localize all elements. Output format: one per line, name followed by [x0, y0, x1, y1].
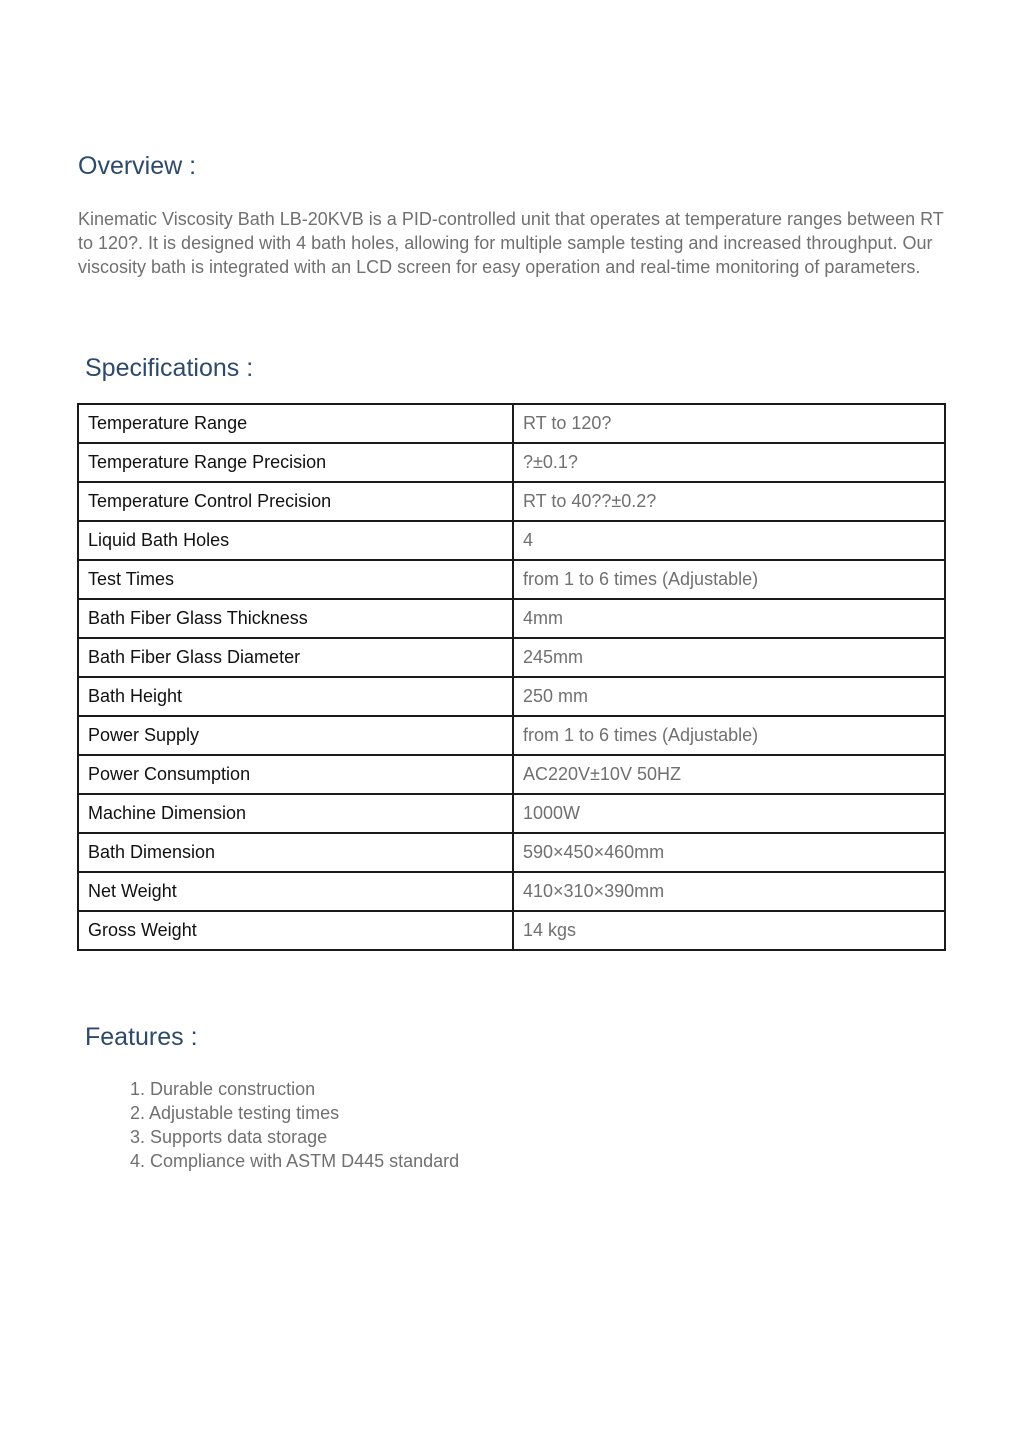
overview-heading: Overview :	[78, 152, 197, 180]
spec-value: 245mm	[513, 638, 945, 677]
feature-item	[130, 1125, 459, 1149]
spec-value: 14 kgs	[513, 911, 945, 950]
feature-item	[130, 1077, 459, 1101]
spec-value: from 1 to 6 times (Adjustable)	[513, 560, 945, 599]
spec-label: Machine Dimension	[78, 794, 513, 833]
spec-value: from 1 to 6 times (Adjustable)	[513, 716, 945, 755]
spec-value: AC220V±10V 50HZ	[513, 755, 945, 794]
feature-text: Supports data storage	[150, 1127, 328, 1147]
feature-number: 2.	[130, 1103, 146, 1123]
spec-row	[78, 560, 945, 599]
spec-row	[78, 404, 945, 443]
spec-row	[78, 521, 945, 560]
spec-row	[78, 833, 945, 872]
spec-label: Power Supply	[78, 716, 513, 755]
spec-value: RT to 120?	[513, 404, 945, 443]
spec-value: 4mm	[513, 599, 945, 638]
spec-label: Test Times	[78, 560, 513, 599]
feature-number: 3.	[130, 1127, 146, 1147]
spec-value: ?±0.1?	[513, 443, 945, 482]
spec-label: Net Weight	[78, 872, 513, 911]
spec-row	[78, 911, 945, 950]
spec-label: Temperature Control Precision	[78, 482, 513, 521]
feature-item	[130, 1149, 459, 1173]
feature-item	[130, 1101, 459, 1125]
spec-value: RT to 40??±0.2?	[513, 482, 945, 521]
spec-label: Liquid Bath Holes	[78, 521, 513, 560]
spec-row	[78, 794, 945, 833]
spec-row	[78, 755, 945, 794]
spec-label: Bath Fiber Glass Diameter	[78, 638, 513, 677]
spec-label: Temperature Range Precision	[78, 443, 513, 482]
feature-text: Adjustable testing times	[149, 1103, 340, 1123]
spec-row	[78, 677, 945, 716]
spec-row	[78, 482, 945, 521]
spec-label: Bath Fiber Glass Thickness	[78, 599, 513, 638]
spec-label: Bath Dimension	[78, 833, 513, 872]
spec-label: Bath Height	[78, 677, 513, 716]
spec-value: 4	[513, 521, 945, 560]
spec-value: 410×310×390mm	[513, 872, 945, 911]
specifications-heading: Specifications :	[85, 354, 254, 382]
spec-value: 1000W	[513, 794, 945, 833]
spec-row	[78, 638, 945, 677]
spec-value: 250 mm	[513, 677, 945, 716]
spec-row	[78, 443, 945, 482]
feature-number: 1.	[130, 1079, 146, 1099]
spec-row	[78, 872, 945, 911]
spec-label: Power Consumption	[78, 755, 513, 794]
specifications-table	[77, 403, 946, 951]
overview-paragraph: Kinematic Viscosity Bath LB-20KVB is a PID-controlled unit that operates at temperature ranges between RT to 120?. It is designed with 4 bath holes, allowing for multiple sample testing and increased throughput. Our viscosity bath is integrated with an LCD screen for easy operation and real-time monitoring of parameters.	[78, 209, 944, 277]
feature-text: Durable construction	[150, 1079, 316, 1099]
spec-row	[78, 599, 945, 638]
spec-label: Temperature Range	[78, 404, 513, 443]
features-list	[130, 1077, 459, 1173]
feature-number: 4.	[130, 1151, 146, 1171]
feature-text: Compliance with ASTM D445 standard	[150, 1151, 460, 1171]
spec-row	[78, 716, 945, 755]
spec-value: 590×450×460mm	[513, 833, 945, 872]
spec-label: Gross Weight	[78, 911, 513, 950]
features-heading: Features :	[85, 1023, 198, 1051]
